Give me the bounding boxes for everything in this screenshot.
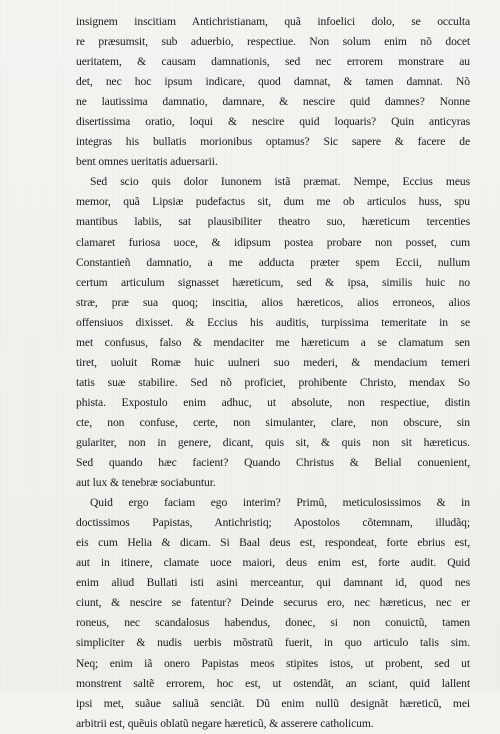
text-line: disertissima oratio, loqui & nescire quid loquaris? Quin anticyras bbox=[76, 115, 470, 129]
text-line: stræ, præ sua quoq; inscitia, alios hæreticos, alios erroneos, alios bbox=[76, 295, 470, 309]
paragraph bbox=[76, 493, 470, 734]
text-line: ne lautissima damnatio, damnare, & nescire quid damnes? Nonne bbox=[76, 95, 470, 109]
text-line: ciunt, & nescire se fatentur? Deinde securus ero, nec hæreticus, nec er bbox=[76, 596, 470, 610]
text-line: Neq; enim iã onero Papistas meos stipites istos, ut probent, sed ut bbox=[76, 656, 470, 670]
text-line: aut lux & tenebræ sociabuntur. bbox=[76, 476, 216, 490]
paragraph bbox=[76, 172, 470, 493]
text-line: tatis suæ stabilire. Sed nõ proficiet, prohibente Christo, mendax So bbox=[76, 375, 470, 389]
text-line: Sed scio quis dolor Iunonem istã præmat. Nempe, Eccius meus bbox=[90, 175, 470, 189]
body-text bbox=[76, 12, 470, 734]
text-line: Sed quando hæc facient? Quando Christus & Belial conuenient, bbox=[76, 456, 470, 470]
text-line: ueritatem, & causam damnationis, sed nec errorem monstrare au bbox=[76, 55, 470, 69]
text-line: arbitrii est, quẽuis oblatũ negare hæreticũ, & asserere catholicum. bbox=[76, 716, 374, 730]
text-line: gulariter, non in genere, dicant, quis sit, & quis non sit hæreticus. bbox=[76, 435, 470, 449]
text-line: roneus, nec scandalosus habendus, donec, si non conuictũ, tamen bbox=[76, 616, 470, 630]
text-line: tiret, uoluit Romæ huic uulneri suo mederi, & mendacium temeri bbox=[76, 355, 470, 369]
text-line: monstrent saltẽ errorem, hoc est, ut ostendãt, an sciant, quid lallent bbox=[76, 676, 470, 690]
text-line: re præsumsit, sub aduerbio, respectiue. Non solum enim nõ docet bbox=[76, 35, 470, 49]
paragraph bbox=[76, 12, 470, 172]
text-line: ipsi met, suãue saliuã senciãt. Dũ enim nullũ designãt hæreticũ, mei bbox=[76, 696, 470, 710]
text-line: clamaret furiosa uoce, & idipsum postea probare non posset, cum bbox=[76, 235, 470, 249]
text-line: cte, non confuse, certe, non simulanter, clare, non obscure, sin bbox=[76, 415, 470, 429]
text-line: simpliciter & nudis uerbis mõstratũ fuerit, in quo articulo talis sim. bbox=[76, 636, 470, 650]
text-line: aut in itinere, clamate uoce maiori, deus enim est, forte audit. Quid bbox=[76, 556, 470, 570]
text-line: det, nec hoc ipsum indicare, quod damnat, & tamen damnat. Nõ bbox=[76, 75, 470, 89]
text-line: phista. Expostulo enim adhuc, ut absolute, non respectiue, distin bbox=[76, 395, 470, 409]
text-line: met confusus, falso & mendaciter me hæreticum a se clamatum sen bbox=[76, 335, 470, 349]
text-line: Constantieñ damnatio, a me adducta præter spem Eccii, nullum bbox=[76, 255, 470, 269]
text-line: integras his bullatis morionibus optamus? Sic sapere & facere de bbox=[76, 135, 470, 149]
text-line: offensiuos dixisset. & Eccius his auditis, turpissima temeritate in se bbox=[76, 315, 470, 329]
text-line: insignem inscitiam Antichristianam, quã infoelici dolo, se occulta bbox=[76, 15, 470, 28]
text-line: Quid ergo faciam ego interim? Primũ, meticulosissimos & in bbox=[90, 496, 470, 510]
text-line: mantibus labiis, sat plausibiliter theatro suo, hæreticum tercenties bbox=[76, 215, 470, 229]
text-line: certum articulum signasset hæreticum, sed & ipsa, similis huic no bbox=[76, 275, 470, 289]
text-line: bent omnes ueritatis aduersarii. bbox=[76, 155, 218, 169]
text-line: eis cum Helia & dicam. Si Baal deus est, respondeat, forte ebrius est, bbox=[76, 536, 470, 550]
text-line: doctissimos Papistas, Antichristiq; Apostolos cõtemnam, illudãq; bbox=[76, 516, 470, 530]
text-line: memor, quã Lipsiæ pudefactus sit, dum me ob articulos huss, spu bbox=[76, 195, 470, 209]
text-line: enim aliud Bullati isti asini merceantur, qui damnant id, quod nes bbox=[76, 576, 470, 590]
